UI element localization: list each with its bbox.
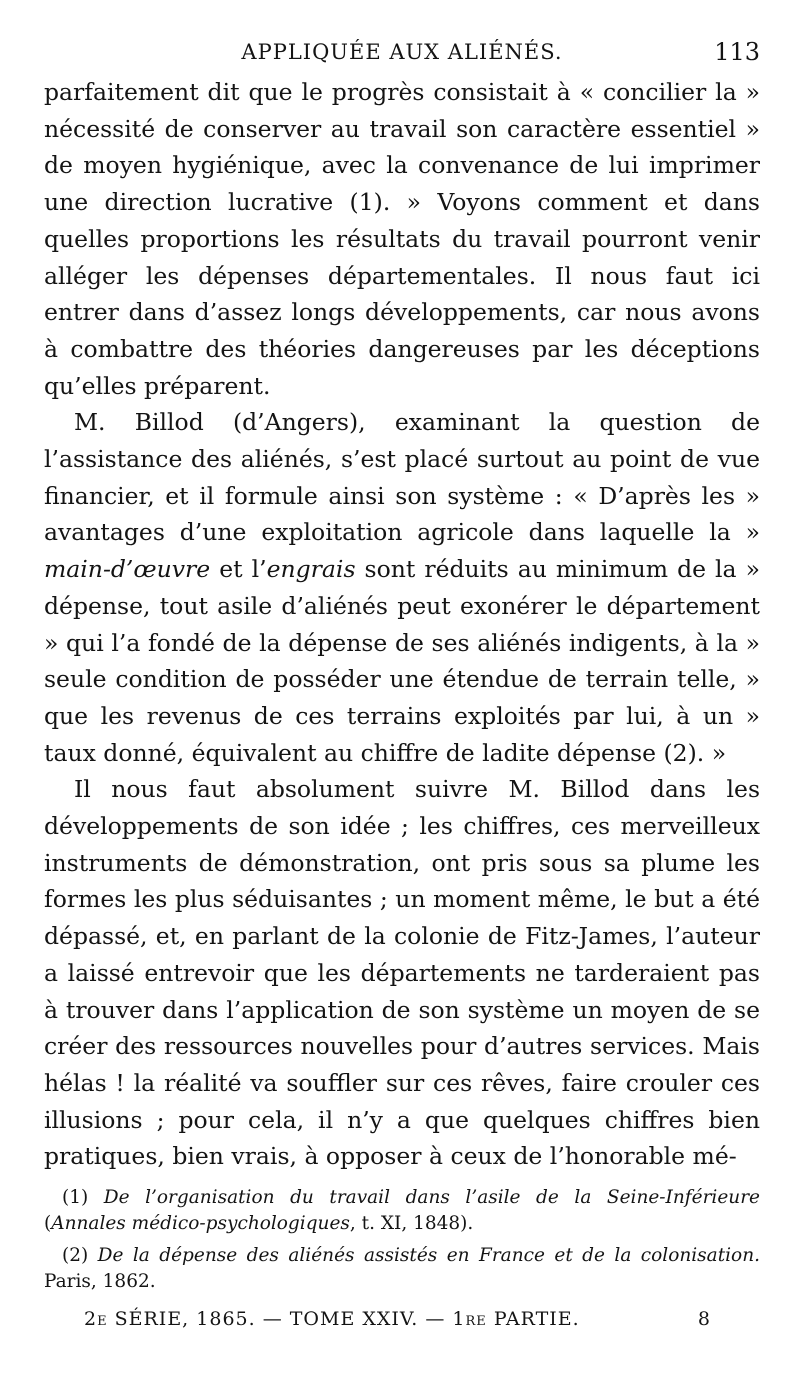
page-number: 113 xyxy=(714,38,760,66)
paragraph-2-part-a: M. Billod (d’Angers), examinant la question de l’assistance des aliénés, s’est placé surtout au point de vue financier, et il formule ainsi son système : « D’après les » avantages d’une exploitation agricole dans laquelle la » xyxy=(44,408,760,547)
footnote-1 xyxy=(44,1185,760,1237)
paragraph-3: Il nous faut absolument suivre M. Billod dans les développements de son idée ; les chiffres, ces merveilleux instruments de démonstration, ont pris sous sa plume les formes les plus séduisantes ; un moment même, le but a été dépassé, et, en parlant de la colonie de Fitz-James, l’auteur a laissé entrevoir que les départements ne tarderaient pas à trouver dans l’application de son système un moyen de se créer des ressources nouvelles pour d’autres services. Mais hélas ! la réalité va souffler sur ces rêves, faire crouler ces illusions ; pour cela, il n’y a que quelques chiffres bien pratiques, bien vrais, à opposer à ceux de l’honorable mé- xyxy=(44,775,760,1171)
footnote-2-title: De la dépense des aliénés assistés en France et de la colonisation. xyxy=(97,1245,760,1266)
paragraph-1: parfaitement dit que le progrès consistait à « concilier la » nécessité de conserver au travail son caractère essentiel » de moyen hygiénique, avec la convenance de lui imprimer une direction lucrative (1). » Voyons comment et dans quelles proportions les résultats du travail pourront venir alléger les dépenses départementales. Il nous faut ici entrer dans d’assez longs développements, car nous avons à combattre des théories dangereuses par les déceptions qu’elles préparent. xyxy=(44,78,760,400)
italic-main-d-oeuvre: main-d’œuvre xyxy=(44,555,211,584)
paragraph-2-part-b: et l’ xyxy=(219,555,267,584)
signature-line xyxy=(84,1308,710,1330)
paragraph-2-part-c: sont réduits au minimum de la » dépense, tout asile d’aliénés peut exonérer le département » qui l’a fondé de la dépense de ses aliénés indigents, à la » seule condition de posséder une étendue de terrain telle, » que les revenus de ces terrains exploités par lui, à un » taux donné, équivalent au chiffre de ladite dépense (2). » xyxy=(44,555,760,767)
footnote-1-open: ( xyxy=(44,1213,52,1234)
footnote-2-mark: (2) xyxy=(62,1245,89,1266)
footnotes xyxy=(44,1185,760,1301)
series-volume-info: 2e SÉRIE, 1865. — TOME XXIV. — 1re PARTIE. xyxy=(84,1308,580,1330)
running-head-title: APPLIQUÉE AUX ALIÉNÉS. xyxy=(241,40,563,64)
sheet-number: 8 xyxy=(697,1308,710,1330)
footnote-2-ref: Paris, 1862. xyxy=(44,1271,156,1292)
footnote-1-ref: , t. XI, 1848). xyxy=(349,1213,474,1234)
body-text xyxy=(44,74,760,1175)
running-head xyxy=(44,30,760,74)
footnote-2 xyxy=(44,1243,760,1295)
footnote-1-journal: Annales médico-psychologiques xyxy=(51,1213,350,1234)
footnote-1-mark: (1) xyxy=(62,1187,89,1208)
footnote-1-title: De l’organisation du travail dans l’asile de la Seine-Inférieure xyxy=(103,1187,760,1208)
italic-engrais: engrais xyxy=(266,555,356,584)
paragraph-2 xyxy=(44,404,760,771)
